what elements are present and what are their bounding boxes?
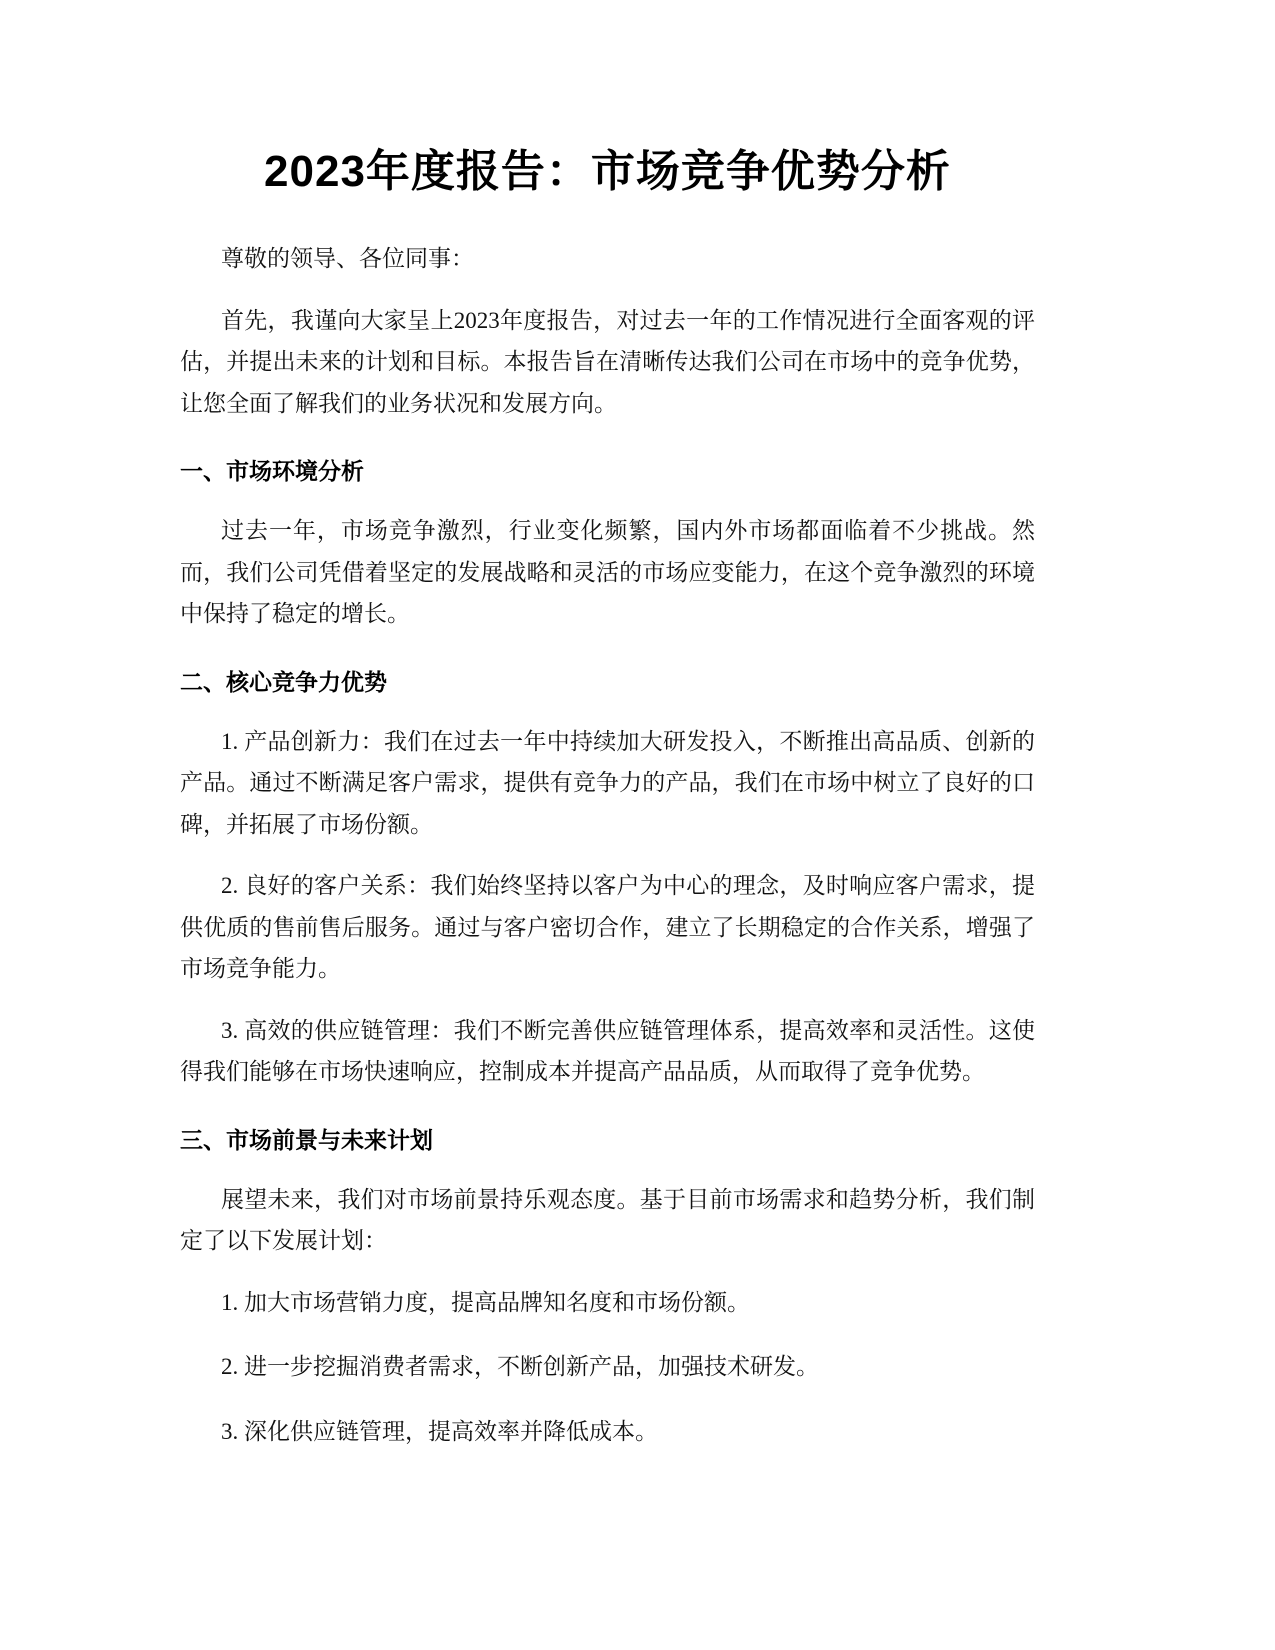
document-title: 2023年度报告：市场竞争优势分析 [264,147,951,196]
section-heading: 一、市场环境分析 [180,458,364,484]
section-heading: 三、市场前景与未来计划 [180,1126,433,1153]
section-paragraph: 2. 良好的客户关系：我们始终坚持以客户为中心的理念，及时响应客户需求，提供优质的售前售后服务。通过与客户密切合作，建立了长期稳定的合作关系，增强了市场竞争能力。 [180,873,1035,981]
list-item: 3. 深化供应链管理，提高效率并降低成本。 [221,1418,658,1444]
intro-paragraph: 首先，我谨向大家呈上2023年度报告，对过去一年的工作情况进行全面客观的评估，并提出未来的计划和目标。本报告旨在清晰传达我们公司在市场中的竞争优势，让您全面了解我们的业务状况和发展方向。 [180,307,1035,416]
document-page [180,140,1035,1475]
section-outlook-and-plans [180,1123,1035,1453]
section-paragraph: 过去一年，市场竞争激烈，行业变化频繁，国内外市场都面临着不少挑战。然而，我们公司凭借着坚定的发展战略和灵活的市场应变能力，在这个竞争激烈的环境中保持了稳定的增长。 [180,518,1035,626]
list-item: 2. 进一步挖掘消费者需求，不断创新产品，加强技术研发。 [221,1354,819,1379]
list-item: 1. 加大市场营销力度，提高品牌知名度和市场份额。 [221,1289,750,1315]
section-core-competitiveness [180,665,1035,1093]
section-paragraph: 3. 高效的供应链管理：我们不断完善供应链管理体系，提高效率和灵活性。这使得我们能够在市场快速响应，控制成本并提高产品品质，从而取得了竞争优势。 [180,1017,1035,1084]
section-paragraph: 1. 产品创新力：我们在过去一年中持续加大研发投入，不断推出高品质、创新的产品。通过不断满足客户需求，提供有竞争力的产品，我们在市场中树立了良好的口碑，并拓展了市场份额。 [180,728,1035,837]
section-market-environment [180,454,1035,635]
section-heading: 二、核心竞争力优势 [180,668,387,695]
greeting-paragraph: 尊敬的领导、各位同事： [221,246,474,271]
section-paragraph: 展望未来，我们对市场前景持乐观态度。基于目前市场需求和趋势分析，我们制定了以下发展计划： [180,1186,1035,1253]
